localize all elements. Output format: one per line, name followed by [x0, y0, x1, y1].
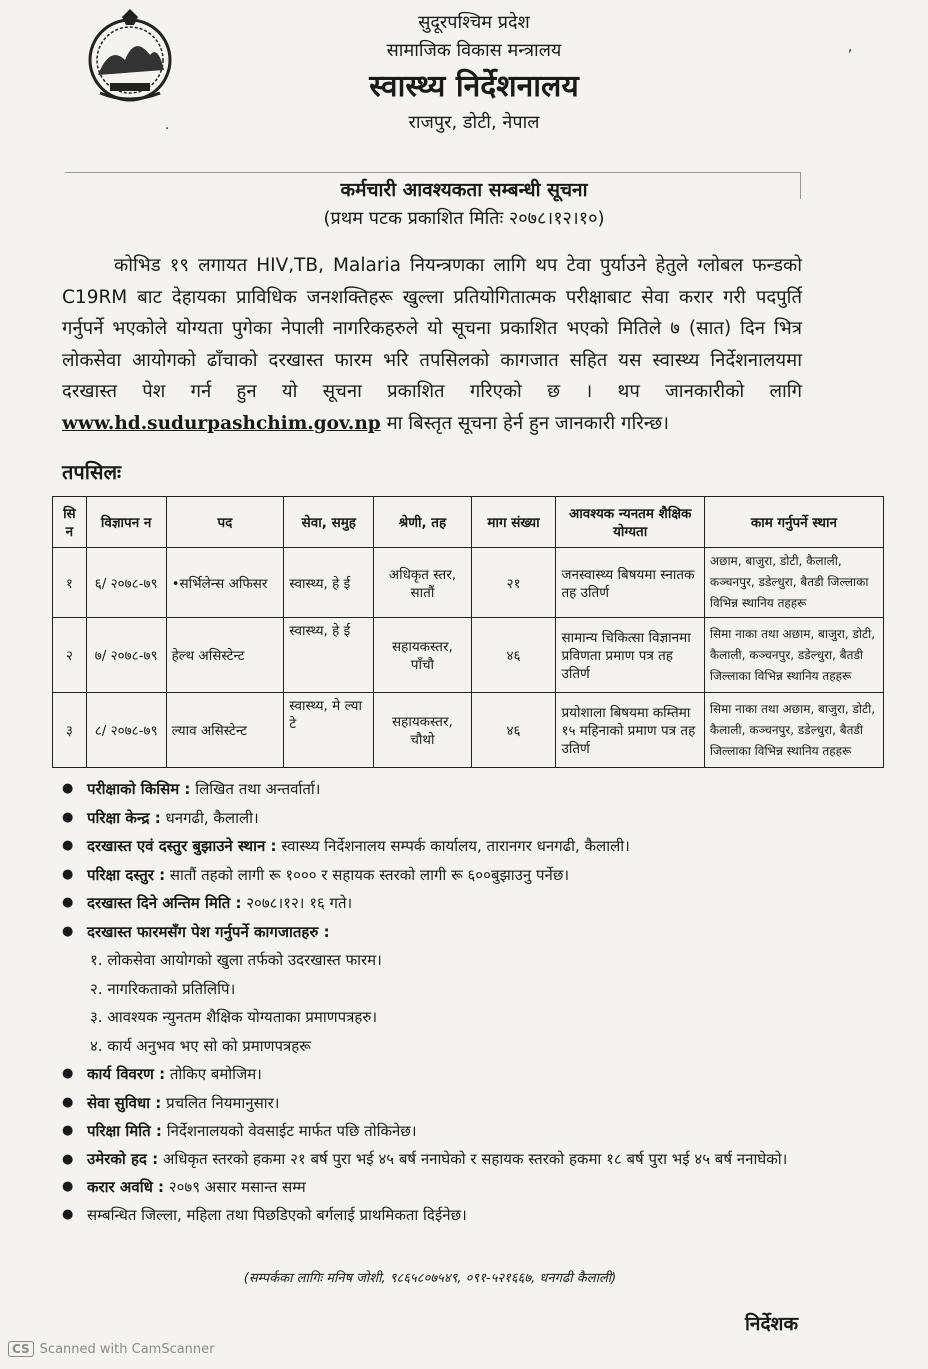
scanner-text: Scanned with CamScanner — [39, 1342, 215, 1357]
list-item: ● सम्बन्धित जिल्ला, महिला तथा पिछडिएको बर्गलाई प्राथमिकता दिईनेछ। — [62, 1201, 822, 1230]
col-header-service: सेवा, समुह — [284, 497, 374, 548]
cell-post: •सर्भिलेन्स अफिसर — [166, 548, 284, 618]
signature-title: निर्देशक — [745, 1313, 799, 1335]
list-item: ● उमेरको हद : अधिकृत स्तरको हकमा २१ बर्ष पुरा भई ४५ बर्ष ननाघेको र सहायक स्तरको हकमा १८ बर्ष पुरा भई ४५ बर्ष ननाघेको। — [62, 1146, 822, 1173]
cell-adv: ६/ २०७८-७९ — [86, 548, 166, 618]
cell-sn: २ — [53, 618, 87, 693]
scan-dot: . — [165, 118, 170, 133]
body-text: कोभिड १९ लगायत HIV,TB, Malaria नियन्त्रणका लागि थप टेवा पुर्याउने हेतुले ग्लोबल फन्डको C19RM बाट देहायका प्राविधिक जनशक्तिहरू खुल्ला प्रतियोगितात्मक परीक्षाबाट सेवा करार गरी पदपुर्ति गर्नुपर्ने भएकोले योग्यता पुगेका नेपाली नागरिकहरुले यो सूचना प्रकाशित भएको मितिले ७ (सात) दिन भित्र लोकसेवा आयोगको ढाँचाको दरखास्त फारम भरि तपसिलको कागजात सहित यस स्वास्थ्य निर्देशनालयमा दरखास्त पेश गर्न हुन यो सूचना प्रकाशित गरिएको छ । थप जानकारीको लागि — [62, 255, 802, 402]
cell-demand: २१ — [471, 548, 556, 618]
cell-level: सहायकस्तर, चौथो — [374, 693, 471, 768]
list-item: ● करार अवधि : २०७९ असार मसान्त सम्म — [62, 1173, 822, 1202]
col-header-level: श्रेणी, तह — [374, 497, 471, 548]
list-item: ● दरखास्त एवं दस्तुर बुझाउने स्थान : स्वास्थ्य निर्देशनालय सम्पर्क कार्यालय, तारानगर धनगढी, कैलाली। — [62, 832, 822, 861]
cell-qualification: प्रयोशाला बिषयमा कम्तिमा १५ महिनाको प्रमाण पत्र तह उतिर्ण — [556, 693, 704, 768]
scanner-watermark — [8, 1341, 215, 1357]
camscanner-logo-icon: CS — [8, 1341, 34, 1357]
details-list — [62, 775, 822, 1230]
document-item: ४. कार्य अनुभव भए सो को प्रमाणपत्रहरू — [90, 1036, 311, 1055]
scan-dot: , — [848, 40, 853, 55]
col-header-post: पद — [166, 497, 284, 548]
office-address: राजपुर, डोटी, नेपाल — [408, 112, 540, 133]
cell-level: अधिकृत स्तर, सातौं — [374, 548, 471, 618]
col-header-place: काम गर्नुपर्ने स्थान — [704, 497, 883, 548]
notice-body — [62, 250, 802, 439]
cell-place: अछाम, बाजुरा, डोटी, कैलाली, कञ्चनपुर, डडेल्धुरा, बैतडी जिल्लाका विभिन्न स्थानिय तहहरू — [704, 548, 883, 618]
contact-info: (सम्पर्कका लागिः मनिष जोशी, ९८६५८०७५४९, ०९१-५२१६६७, धनगढी कैलाली) — [243, 1271, 617, 1286]
col-header-sn: सि न — [53, 497, 87, 548]
col-header-adv: विज्ञापन न — [86, 497, 166, 548]
table-row — [53, 548, 884, 618]
directorate-name: स्वास्थ्य निर्देशनालय — [369, 69, 579, 104]
cell-level: सहायकस्तर, पाँचौ — [374, 618, 471, 693]
cell-place: सिमा नाका तथा अछाम, बाजुरा, डोटी, कैलाली, कञ्चनपुर, डडेल्धुरा, बैतडी जिल्लाका विभिन्न स्थानिय तहहरू — [704, 693, 883, 768]
list-item: ● दरखास्त फारमसँग पेश गर्नुपर्ने कागजातहरु : — [62, 918, 822, 947]
body-text-end: मा बिस्तृत सूचना हेर्न हुन जानकारी गरिन्छ। — [386, 412, 670, 434]
cell-qualification: जनस्वास्थ्य बिषयमा स्नातक तह उतिर्ण — [556, 548, 704, 618]
cell-adv: ७/ २०७८-७९ — [86, 618, 166, 693]
document-item: ३. आवश्यक न्युनतम शैक्षिक योग्यताका प्रमाणपत्रहरु। — [90, 1008, 378, 1026]
notice-subtitle: (प्रथम पटक प्रकाशित मितिः २०७८।१२।१०) — [323, 208, 605, 229]
cell-post: हेल्थ असिस्टेन्ट — [166, 618, 284, 693]
document-item: १. लोकसेवा आयोगको खुला तर्फको उदरखास्त फारम। — [90, 951, 382, 969]
cell-service: स्वास्थ्य, मे ल्या टे — [284, 693, 374, 768]
cell-post: ल्याव असिस्टेन्ट — [166, 693, 284, 768]
details-label: तपसिलः — [62, 460, 122, 484]
notice-title: कर्मचारी आवश्यकता सम्बन्धी सूचना — [340, 179, 588, 201]
province-name: सुदूरपश्चिम प्रदेश — [418, 12, 530, 33]
cell-demand: ४६ — [471, 618, 556, 693]
list-item: ● परिक्षा दस्तुर : सातौं तहको लागी रू १००० र सहायक स्तरको लागी रू ६००बुझाउनु पर्नेछ। — [62, 861, 822, 890]
table-row — [53, 618, 884, 693]
list-item: ● परीक्षाको किसिम : लिखित तथा अन्तर्वार्ता। — [62, 775, 822, 804]
list-item: ● परिक्षा मिति : निर्देशनालयको वेवसाईट मार्फत पछि तोकिनेछ। — [62, 1117, 822, 1146]
cell-sn: १ — [53, 548, 87, 618]
cell-service: स्वास्थ्य, हे ई — [284, 548, 374, 618]
cell-place: सिमा नाका तथा अछाम, बाजुरा, डोटी, कैलाली, कञ्चनपुर, डडेल्धुरा, बैतडी जिल्लाका विभिन्न स्थानिय तहहरू — [704, 618, 883, 693]
list-item: ● सेवा सुविधा : प्रचलित नियमानुसार। — [62, 1089, 822, 1118]
cell-adv: ८/ २०७८-७९ — [86, 693, 166, 768]
website-link[interactable]: www.hd.sudurpashchim.gov.np — [62, 412, 381, 434]
list-item: ● परिक्षा केन्द्र : धनगढी, कैलाली। — [62, 804, 822, 833]
table-header-row — [53, 497, 884, 548]
col-header-demand: माग संख्या — [471, 497, 556, 548]
cell-demand: ४६ — [471, 693, 556, 768]
col-header-qualification: आवश्यक न्यनतम शैक्षिक योग्यता — [556, 497, 704, 548]
cell-service: स्वास्थ्य, हे ई — [284, 618, 374, 693]
cell-sn: ३ — [53, 693, 87, 768]
list-item: ● कार्य विवरण : तोकिए बमोजिम। — [62, 1060, 822, 1089]
vacancy-table — [52, 496, 884, 768]
cell-qualification: सामान्य चिकित्सा विज्ञानमा प्रविणता प्रमाण पत्र तह उतिर्ण — [556, 618, 704, 693]
table-row — [53, 693, 884, 768]
document-item: २. नागरिकताको प्रतिलिपि। — [90, 979, 236, 998]
list-item: ● दरखास्त दिने अन्तिम मिति : २०७८।१२। १६ गते। — [62, 889, 822, 918]
ministry-name: सामाजिक विकास मन्त्रालय — [386, 40, 562, 61]
